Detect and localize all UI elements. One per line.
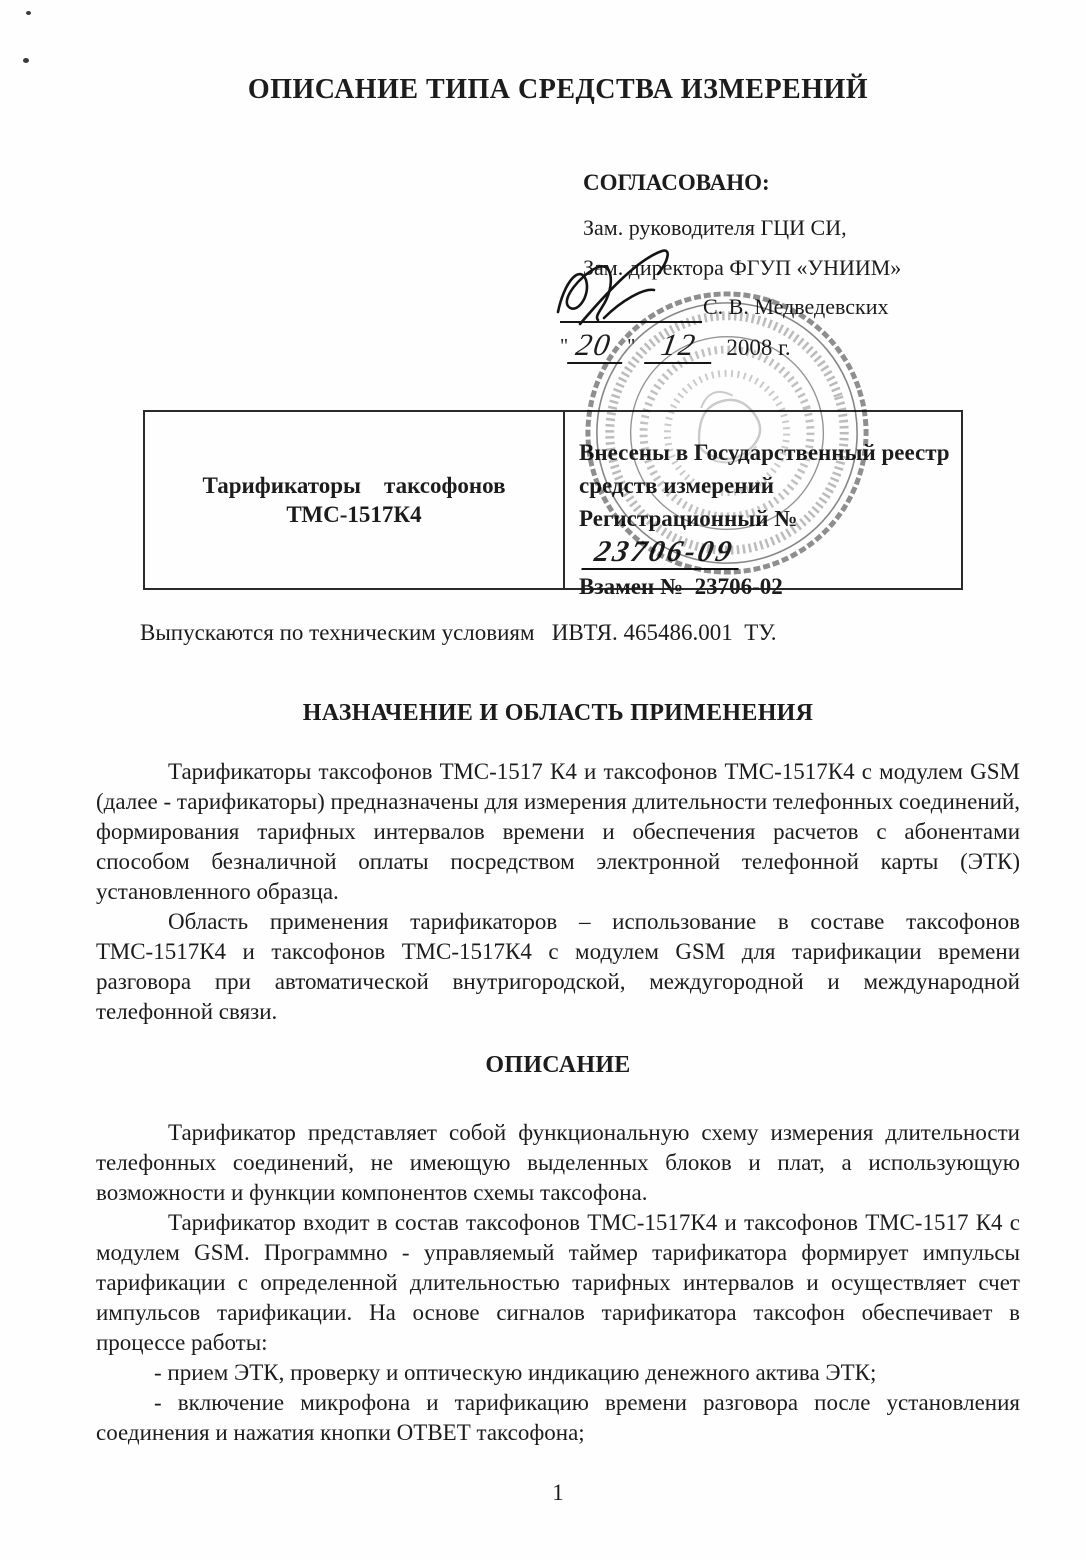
description-paragraph-2: Тарификатор входит в состав таксофонов ТМС-1517К4 и таксофонов ТМС-1517 К4 с модулем GSM. Программно - управляемый таймер тарификатора формирует импульсы тарификации с определенной длительностью тарифных интервалов и осуществляет счет импульсов тарификации. На основе сигналов тарификатора таксофон обеспечивает в процессе работы: [96,1210,1020,1355]
approval-date [558,327,791,364]
scan-artifact-dot [26,11,31,15]
registry-table [143,410,963,599]
document-title: ОПИСАНИЕ ТИПА СРЕДСТВА ИЗМЕРЕНИЙ [247,74,869,105]
registry-entry-line-2: средств измерений [579,473,775,498]
instrument-name-line-2: ТМС-1517К4 [286,502,422,527]
registration-number-handwritten: 23706-09 [581,535,745,570]
date-close-quote: " [627,335,636,357]
scan-artifact-dot [23,58,29,63]
approver-role-line-2: Зам. директора ФГУП «УНИИМ» [583,255,902,280]
description-section-body [96,1118,1020,1448]
description-paragraph-1: Тарификатор представляет собой функциональную схему измерения длительности телефонных соединений, не имеющую выделенных блоков и плат, а использующую возможности и функции компонентов схемы таксофона. [96,1120,1020,1205]
replaces-number-line: Взамен № 23706-02 [579,574,783,599]
handwritten-day: 20 [567,330,628,364]
handwritten-month: 12 [644,330,717,364]
registry-info-cell [565,412,961,599]
signatory-name: С. В. Медведевских [703,294,889,319]
description-section-heading: ОПИСАНИЕ [485,1052,631,1078]
date-open-quote: " [560,335,569,357]
purpose-section-body [96,757,1020,1027]
page-number: 1 [552,1480,564,1505]
purpose-section-heading: НАЗНАЧЕНИЕ И ОБЛАСТЬ ПРИМЕНЕНИЯ [302,700,814,726]
date-year: 2008 г. [726,335,791,360]
description-bullet-1: - прием ЭТК, проверку и оптическую индикацию денежного актива ЭТК; [154,1360,877,1385]
description-bullet-2: - включение микрофона и тарификацию времени разговора после установления соединения и нажатия кнопки ОТВЕТ таксофона; [96,1390,1020,1445]
approver-role-line-1: Зам. руководителя ГЦИ СИ, [583,215,847,240]
signature-scribble [552,248,722,328]
registration-number-label: Регистрационный № [579,506,798,531]
registration-number-line [579,502,951,570]
technical-conditions-statement: Выпускаются по техническим условиям ИВТЯ. 465486.001 ТУ. [140,620,777,645]
purpose-paragraph-1: Тарификаторы таксофонов ТМС-1517 К4 и таксофонов ТМС-1517К4 с модулем GSM (далее - тарификаторы) предназначены для измерения длительности телефонных соединений, формирования тарифных интервалов времени и обеспечения расчетов с абонентами способом безналичной оплаты посредством электронной телефонной карты (ЭТК) установленного образца. [96,759,1020,904]
approval-heading: СОГЛАСОВАНО: [583,170,770,195]
instrument-name-cell [145,412,565,588]
instrument-name-line-1: Тарификаторы таксофонов [202,473,506,498]
purpose-paragraph-2: Область применения тарификаторов – использование в составе таксофонов ТМС-1517К4 и таксофонов ТМС-1517К4 с модулем GSM для тарификации времени разговора при автоматической внутригородской, междугородной и международной телефонной связи. [96,909,1020,1024]
registry-entry-line-1: Внесены в Государственный реестр [579,440,950,465]
